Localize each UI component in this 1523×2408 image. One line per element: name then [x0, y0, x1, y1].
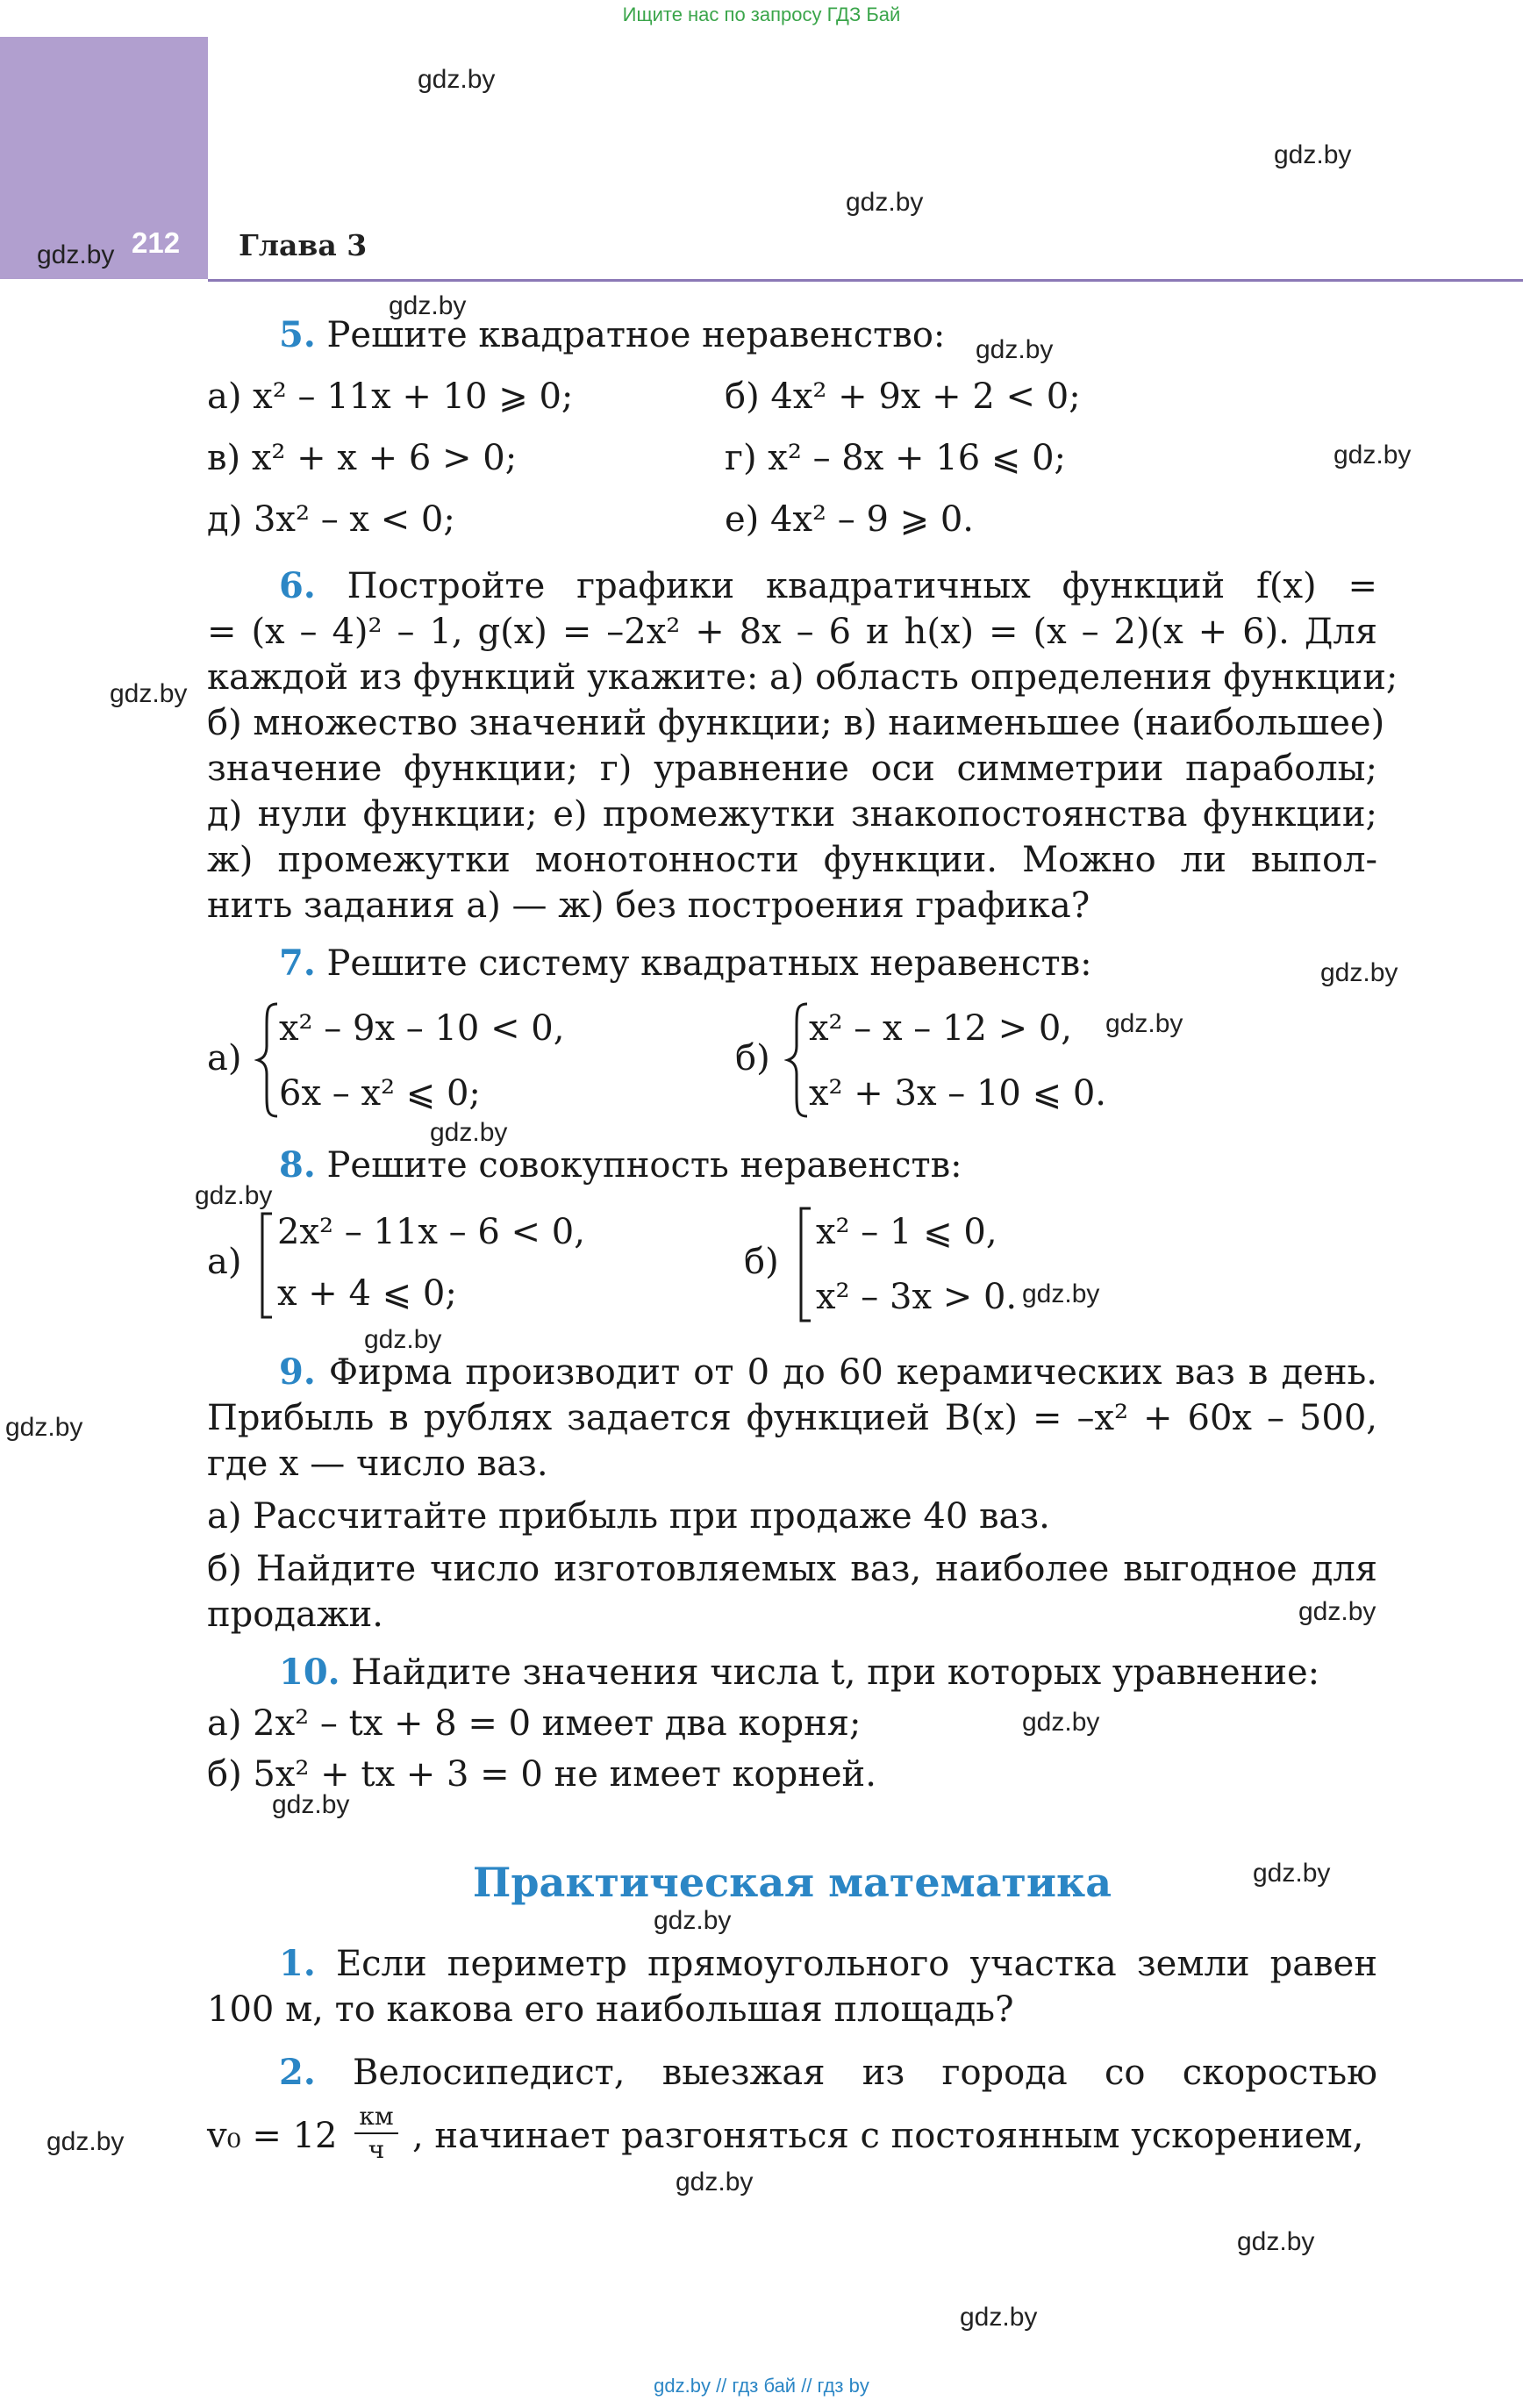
task-text: Фирма производит от 0 до 60 керамических ваз в день. [328, 1352, 1377, 1393]
task-10-a: а) 2x² – tx + 8 = 0 имеет два корня; [207, 1703, 862, 1744]
curly-brace-icon [254, 1000, 281, 1120]
watermark: gdz.by [1253, 1859, 1331, 1888]
task-6-line: б) множество значений функции; в) наименьшее (наибольшее) [207, 703, 1385, 743]
watermark: gdz.by [1274, 140, 1352, 169]
task-number: 2. [279, 2052, 316, 2093]
task-text: Постройте графики квадратичных функций f(x) = [347, 566, 1378, 606]
task-7-a-label: а) [207, 1038, 242, 1079]
task-9-a: а) Рассчитайте прибыль при продаже 40 ваз. [207, 1496, 1050, 1537]
watermark: gdz.by [1022, 1708, 1100, 1737]
practical-1-line [279, 1941, 1377, 1987]
task-9-line [279, 1350, 1377, 1395]
task-number: 1. [279, 1943, 316, 1984]
watermark: gdz.by [1334, 441, 1412, 469]
task-number: 7. [279, 942, 316, 984]
practical-2-line [279, 2050, 1377, 2096]
task-number: 10. [279, 1652, 340, 1693]
unit-denominator: ч [368, 2135, 385, 2164]
task-7-b-ineq-2: x² + 3x – 10 ⩽ 0. [809, 1073, 1106, 1114]
watermark: gdz.by [110, 679, 188, 708]
task-6-line: значение функции; г) уравнение оси симметрии параболы; [207, 749, 1377, 789]
section-heading: Практическая математика [472, 1859, 1112, 1906]
task-5-b: б) 4x² + 9x + 2 < 0; [725, 376, 1081, 417]
task-8-b-ineq-1: x² – 1 ⩽ 0, [816, 1212, 997, 1252]
task-8-a-ineq-2: x + 4 ⩽ 0; [277, 1273, 457, 1314]
task-9-line: Прибыль в рублях задается функцией B(x) = –x² + 60x – 500, [207, 1398, 1377, 1438]
watermark: gdz.by [1298, 1597, 1376, 1626]
unit-fraction [354, 2103, 398, 2164]
velocity-formula: v₀ = 12 [207, 2116, 338, 2156]
task-5-g: г) x² – 8x + 16 ⩽ 0; [725, 438, 1067, 478]
task-number: 5. [279, 314, 316, 355]
task-7-title [279, 941, 1244, 986]
task-6-line [279, 563, 1377, 609]
task-6-line: = (x – 4)² – 1, g(x) = –2x² + 8x – 6 и h(x) = (x – 2)(x + 6). Для [207, 612, 1377, 652]
watermark: gdz.by [846, 188, 924, 217]
task-text: Решите квадратное неравенство: [326, 315, 946, 355]
task-9-line: где x — число ваз. [207, 1444, 548, 1484]
task-7-a-ineq-1: x² – 9x – 10 < 0, [279, 1008, 565, 1049]
task-number: 8. [279, 1144, 316, 1186]
watermark: gdz.by [364, 1325, 442, 1354]
watermark: gdz.by [1105, 1009, 1183, 1038]
watermark: gdz.by [960, 2303, 1038, 2332]
watermark: gdz.by [976, 335, 1054, 364]
task-6-line: нить задания а) — ж) без построения графика? [207, 885, 1090, 926]
watermark: gdz.by [1320, 958, 1398, 987]
curly-brace-icon [784, 1000, 811, 1120]
square-bracket-icon [258, 1211, 275, 1320]
task-text: Если периметр прямоугольного участка земли равен [335, 1944, 1377, 1984]
watermark: gdz.by [418, 65, 496, 94]
task-10-title [279, 1650, 1377, 1695]
task-6-line: ж) промежутки монотонности функции. Можно ли выпол- [207, 840, 1377, 880]
task-7-b-label: б) [735, 1038, 770, 1079]
page-number: 212 [132, 226, 181, 259]
watermark: gdz.by [5, 1413, 83, 1442]
task-number: 6. [279, 565, 316, 606]
footer-links[interactable]: gdz.by // гдз бай // гдз by [654, 2375, 869, 2397]
task-8-title [279, 1143, 1244, 1188]
task-8-b-label: б) [744, 1242, 779, 1282]
task-text: Найдите значения числа t, при которых уравнение: [351, 1652, 1320, 1693]
task-5-title [279, 312, 1069, 358]
task-7-b-ineq-1: x² – x – 12 > 0, [809, 1008, 1073, 1049]
watermark: gdz.by [46, 2127, 125, 2156]
square-bracket-icon [797, 1206, 814, 1323]
watermark: gdz.by [676, 2168, 754, 2197]
top-search-hint[interactable]: Ищите нас по запросу ГДЗ Бай [622, 4, 901, 25]
task-5-d: д) 3x² – x < 0; [207, 499, 455, 540]
task-5-e: е) 4x² – 9 ⩾ 0. [725, 499, 975, 540]
unit-numerator: км [359, 2102, 394, 2131]
watermark: gdz.by [272, 1790, 350, 1819]
fraction-bar [354, 2132, 398, 2134]
watermark: gdz.by [389, 291, 467, 320]
task-8-a-ineq-1: 2x² – 11x – 6 < 0, [277, 1212, 585, 1252]
watermark: gdz.by [195, 1181, 273, 1210]
task-5-a: а) x² – 11x + 10 ⩾ 0; [207, 376, 574, 417]
header-rule [208, 279, 1523, 282]
task-number: 9. [279, 1351, 316, 1393]
task-10-b: б) 5x² + tx + 3 = 0 не имеет корней. [207, 1754, 876, 1795]
practical-2-cont: , начинает разгоняться с постоянным ускорением, [412, 2116, 1364, 2156]
task-text: Решите систему квадратных неравенств: [326, 943, 1092, 984]
task-5-v: в) x² + x + 6 > 0; [207, 438, 518, 478]
task-9-b: б) Найдите число изготовляемых ваз, наиболее выгодное для [207, 1549, 1377, 1589]
watermark: gdz.by [654, 1906, 732, 1935]
task-8-b-ineq-2: x² – 3x > 0. [816, 1277, 1018, 1317]
watermark: gdz.by [1237, 2227, 1315, 2256]
task-6-line: д) нули функции; е) промежутки знакопостоянства функции; [207, 794, 1377, 835]
task-text: Решите совокупность неравенств: [326, 1145, 962, 1186]
task-8-a-label: а) [207, 1242, 242, 1282]
practical-1-line: 100 м, то какова его наибольшая площадь? [207, 1989, 1014, 2030]
watermark: gdz.by [1022, 1279, 1100, 1308]
chapter-title: Глава 3 [239, 228, 368, 262]
task-text: Велосипедист, выезжая из города со скоростью [353, 2053, 1377, 2093]
task-9-b-cont: продажи. [207, 1595, 383, 1635]
task-7-a-ineq-2: 6x – x² ⩽ 0; [279, 1073, 481, 1114]
watermark: gdz.by [430, 1118, 508, 1147]
watermark: gdz.by [37, 240, 115, 269]
task-6-line: каждой из функций укажите: а) область определения функции; [207, 657, 1398, 698]
